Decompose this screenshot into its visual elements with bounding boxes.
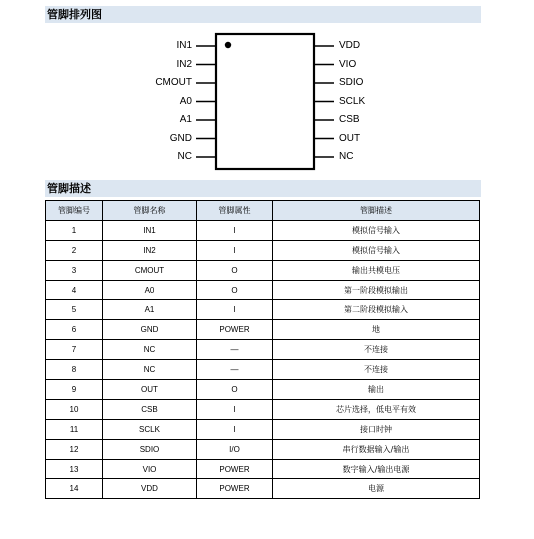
table-row: [46, 399, 480, 419]
pin-name-cell: CMOUT: [103, 260, 197, 280]
header-pin-type: 管脚属性: [197, 201, 273, 221]
header-pin-description: 管脚描述: [273, 201, 480, 221]
table-row: [46, 220, 480, 240]
pin-number-cell: 6: [46, 320, 103, 340]
table-row: [46, 380, 480, 400]
pin-type-cell: I: [197, 220, 273, 240]
pin-type-cell: POWER: [197, 320, 273, 340]
pin1-marker-dot: [225, 42, 231, 48]
pin-name-cell: IN2: [103, 240, 197, 260]
pin-description-cell: 第二阶段模拟输入: [273, 300, 480, 320]
pin-number-cell: 13: [46, 459, 103, 479]
pin-type-cell: I: [197, 399, 273, 419]
pin-type-cell: I: [197, 419, 273, 439]
pin-type-cell: O: [197, 380, 273, 400]
pin-type-cell: I: [197, 240, 273, 260]
pin-number-cell: 7: [46, 340, 103, 360]
pin-description-section-title: 管脚描述: [47, 182, 91, 195]
pin-type-cell: —: [197, 360, 273, 380]
pin-description-cell: 不连接: [273, 340, 480, 360]
pin-number-cell: 3: [46, 260, 103, 280]
pin-description-cell: 芯片选择，低电平有效: [273, 399, 480, 419]
pin-name-cell: CSB: [103, 399, 197, 419]
pin-number-cell: 8: [46, 360, 103, 380]
right-pin-label-5: CSB: [339, 114, 360, 125]
table-row: [46, 240, 480, 260]
chip-pinout-diagram: [0, 0, 534, 180]
pin-name-cell: VDD: [103, 479, 197, 499]
pin-name-cell: A1: [103, 300, 197, 320]
pin-name-cell: VIO: [103, 459, 197, 479]
pin-name-cell: NC: [103, 340, 197, 360]
right-pin-label-4: SCLK: [339, 95, 366, 107]
pin-name-cell: IN1: [103, 220, 197, 240]
pin-number-cell: 4: [46, 280, 103, 300]
pin-number-cell: 12: [46, 439, 103, 459]
pinout-section-title: 管脚排列图: [47, 8, 102, 21]
left-pin-label-2: IN2: [176, 58, 192, 70]
pin-description-cell: 模拟信号输入: [273, 240, 480, 260]
pin-number-cell: 11: [46, 419, 103, 439]
left-pin-label-4: A0: [179, 95, 192, 107]
chip-body: [216, 34, 314, 169]
table-row: [46, 320, 480, 340]
pin-number-cell: 10: [46, 399, 103, 419]
table-header-row: [46, 201, 480, 221]
pin-number-cell: 5: [46, 300, 103, 320]
table-row: [46, 360, 480, 380]
pin-description-cell: 地: [273, 320, 480, 340]
pin-type-cell: POWER: [197, 479, 273, 499]
pin-type-cell: —: [197, 340, 273, 360]
pin-description-cell: 数字输入/输出电源: [273, 459, 480, 479]
header-pin-name: 管脚名称: [103, 201, 197, 221]
pin-description-section-header: [45, 180, 481, 197]
pin-name-cell: OUT: [103, 380, 197, 400]
pin-number-cell: 1: [46, 220, 103, 240]
left-pin-label-5: A1: [179, 114, 192, 125]
pin-number-cell: 2: [46, 240, 103, 260]
pin-description-cell: 模拟信号输入: [273, 220, 480, 240]
table-row: [46, 300, 480, 320]
right-pin-label-1: VDD: [339, 40, 361, 51]
right-pin-label-3: SDIO: [339, 77, 364, 88]
pin-number-cell: 9: [46, 380, 103, 400]
table-row: [46, 340, 480, 360]
pin-description-cell: 第一阶段模拟输出: [273, 280, 480, 300]
pin-name-cell: NC: [103, 360, 197, 380]
table-row: [46, 439, 480, 459]
right-pin-label-2: VIO: [339, 58, 357, 70]
pin-number-cell: 14: [46, 479, 103, 499]
left-pin-label-6: GND: [169, 132, 192, 144]
pin-description-cell: 串行数据输入/输出: [273, 439, 480, 459]
table-row: [46, 479, 480, 499]
table-row: [46, 459, 480, 479]
pin-description-cell: 输出: [273, 380, 480, 400]
pin-type-cell: POWER: [197, 459, 273, 479]
left-pin-label-7: NC: [177, 151, 192, 162]
right-pin-label-6: OUT: [339, 132, 361, 144]
pin-description-table: [45, 200, 480, 499]
pin-name-cell: SDIO: [103, 439, 197, 459]
right-pin-label-7: NC: [339, 151, 354, 162]
pin-type-cell: I/O: [197, 439, 273, 459]
left-pin-label-3: CMOUT: [155, 77, 192, 88]
pin-description-cell: 输出共模电压: [273, 260, 480, 280]
pin-description-cell: 接口时钟: [273, 419, 480, 439]
pin-type-cell: O: [197, 280, 273, 300]
pin-name-cell: A0: [103, 280, 197, 300]
pin-description-cell: 不连接: [273, 360, 480, 380]
pin-name-cell: GND: [103, 320, 197, 340]
header-pin-number: 管脚编号: [46, 201, 103, 221]
pin-type-cell: O: [197, 260, 273, 280]
table-row: [46, 260, 480, 280]
pin-description-cell: 电源: [273, 479, 480, 499]
left-pin-label-1: IN1: [176, 40, 192, 51]
pin-type-cell: I: [197, 300, 273, 320]
table-row: [46, 280, 480, 300]
pin-name-cell: SCLK: [103, 419, 197, 439]
table-row: [46, 419, 480, 439]
